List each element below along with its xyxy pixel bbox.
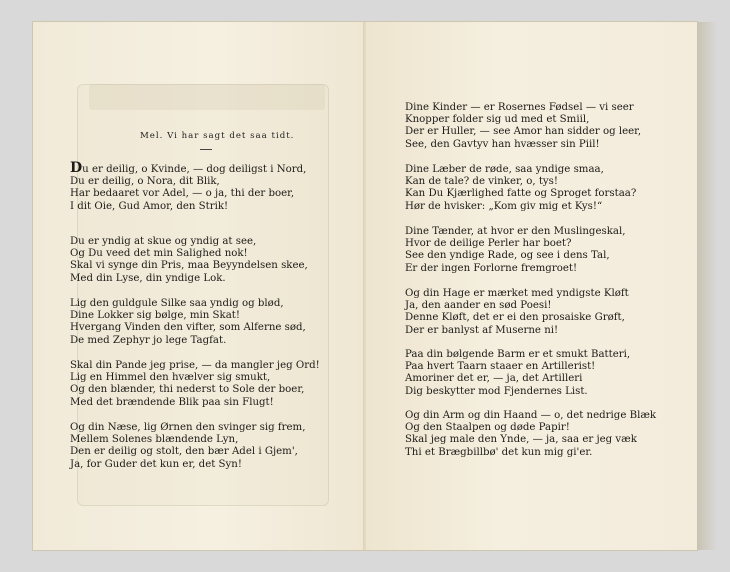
verse-line: Denne Kløft, det er ei den prosaiske Grøft, [405,312,625,324]
verse-line: Har bedaaret vor Adel, — o ja, thi der boer, [70,188,295,200]
verse-line: Hvergang Vinden den vifter, som Alferne sød, [70,322,306,334]
verse-line: Hør de hvisker: „Kom giv mig et Kys!“ [405,200,603,212]
verse-line: Hvor de deilige Perler har boet? [405,238,572,250]
verse-line: Og din Hage er mærket med yndigste Kløft [405,288,629,299]
verse-line: Dig beskytter mod Fjendernes List. [405,385,588,397]
verse-line: I dit Oie, Gud Amor, den Strik! [70,200,229,212]
verse-line: u er deilig, o Kvinde, — dog deiligst i Nord, [82,164,307,175]
right-stanza-5 [405,349,630,398]
right-stanza-2 [405,164,636,213]
verse-line: Skal vi synge din Pris, maa Beyyndelsen skee, [70,260,308,272]
melody-note: Mel. Vi har sagt det saa tidt. [140,131,295,141]
verse-line: Thi et Brægbillbø' det kun mig gi'er. [405,446,593,458]
right-stanza-3 [405,226,625,275]
faded-title-stain [89,84,325,110]
verse-line: Skal din Pande jeg prise, — da mangler jeg Ord! [70,360,320,371]
verse-line: See, den Gavtyv han hvæsser sin Piil! [405,138,600,150]
verse-line: Der er banlyst af Muserne ni! [405,324,559,336]
verse-line: Er der ingen Forlorne fremgroet! [405,262,578,274]
verse-line: Paa din bølgende Barm er et smukt Batteri, [405,349,631,360]
verse-line: Kan Du Kjærlighed fatte og Sproget forstaa? [405,188,637,200]
verse-line: Med det brændende Blik paa sin Flugt! [70,396,274,408]
verse-line: Dine Tænder, at hvor er den Muslingeskal, [405,226,626,237]
verse-line: Lig den guldgule Silke saa yndig og blød, [70,298,284,309]
left-stanza-1 [70,162,306,213]
verse-line: Med din Lyse, din yndige Lok. [70,272,226,284]
verse-line: Og den blænder, thi nederst to Sole der boer, [70,384,305,396]
verse-line: Knopper folder sig ud med et Smiil, [405,114,590,126]
left-stanza-5 [70,422,305,471]
divider-rule [200,149,212,150]
verse-line: Den er deilig og stolt, den bær Adel i Gjem', [70,446,298,458]
verse-line: Mellem Solenes blændende Lyn, [70,434,239,446]
verse-line: Og din Arm og din Haand — o, det nedrige Blæk [405,410,657,421]
verse-line: Og din Næse, lig Ørnen den svinger sig frem, [70,422,306,433]
verse-line: Dine Kinder — er Rosernes Fødsel — vi seer [405,102,634,113]
verse-line: Der er Huller, — see Amor han sidder og leer, [405,126,642,138]
scan-edge [697,22,717,550]
verse-line: Og den Staalpen og døde Papir! [405,422,570,434]
verse-line: See den yndige Rade, og see i dens Tal, [405,250,610,262]
dropcap: D [70,160,83,176]
verse-line: De med Zephyr jo lege Tagfat. [70,334,227,346]
verse-line: Amoriner det er, — ja, det Artilleri [405,373,583,385]
verse-line: Ja, den aander en sød Poesi! [405,300,552,312]
verse-line: Og Du veed det min Salighed nok! [70,248,248,260]
right-stanza-1 [405,102,641,151]
verse-line: Du er yndig at skue og yndig at see, [70,236,257,247]
verse-line: Du er deilig, o Nora, dit Blik, [70,176,220,188]
right-stanza-4 [405,288,629,337]
verse-line: Paa hvert Taarn staaer en Artillerist! [405,361,596,373]
left-stanza-3 [70,298,306,347]
verse-line: Dine Læber de røde, saa yndige smaa, [405,164,604,175]
left-stanza-2 [70,236,308,285]
verse-line: Skal jeg male den Ynde, — ja, saa er jeg væk [405,434,637,446]
verse-line: Lig en Himmel den hvælver sig smukt, [70,372,271,384]
verse-line: Dine Lokker sig bølge, min Skat! [70,310,240,322]
left-stanza-4 [70,360,320,409]
right-stanza-6 [405,410,656,459]
verse-line: Kan de tale? de vinker, o, tys! [405,176,559,188]
verse-line: Ja, for Guder det kun er, det Syn! [70,458,242,470]
